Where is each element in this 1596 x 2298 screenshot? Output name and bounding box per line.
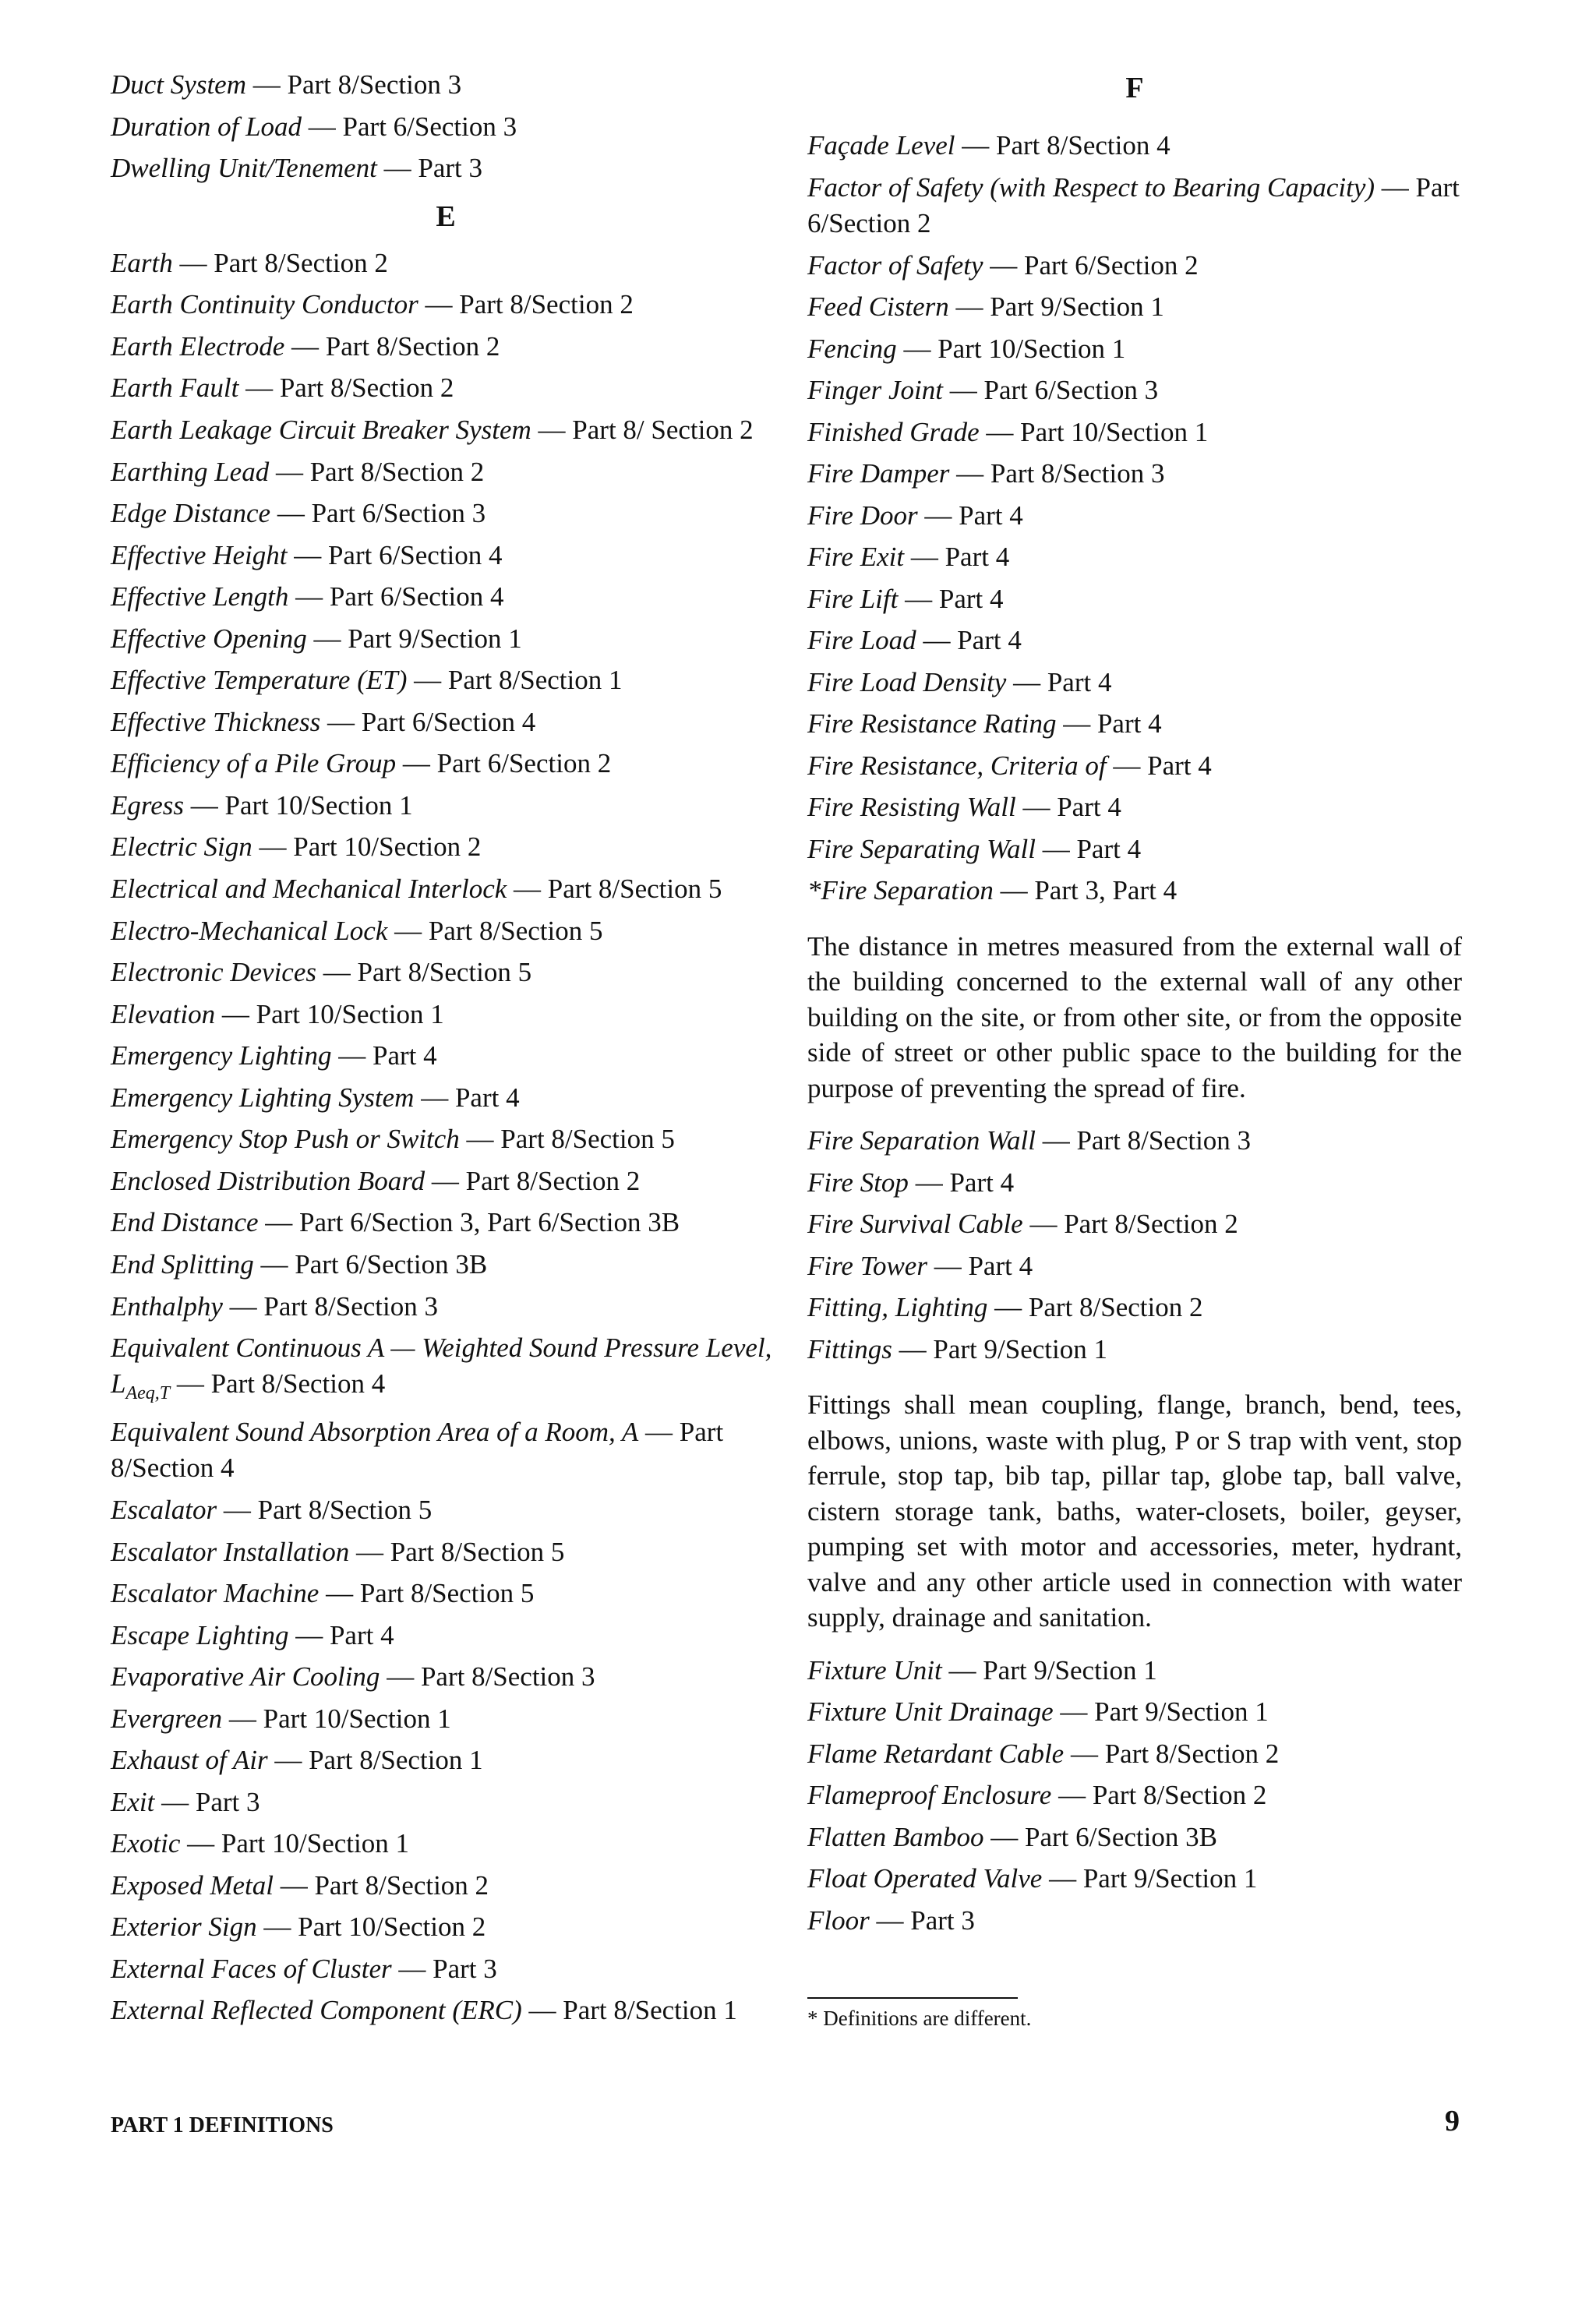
definition-fittings: Fittings shall mean coupling, flange, branch, bend, tees, elbows, unions, waste with plug, P or S trap with vent, stop ferrule, stop tap, bib tap, pillar tap, globe tap, ball valve, cistern storage tank, baths, water-closets, boiler, geyser, pumping set with motor and accessories, meter, hydrant, valve and any other article used in connection with water supply, drainage and sanitation. [807,1389,1462,1633]
entry-ref: Part 8/Section 2 [279,372,454,403]
entry-ref: Part 8/Section 2 [1104,1738,1280,1769]
entry-term: Exotic [111,1828,181,1859]
entry-term: Elevation [111,998,216,1029]
entry-term: Fire Stop [807,1167,909,1198]
entry-term: Exhaust of Air [111,1745,268,1775]
index-entry: Fire Stop — Part 4 [807,1167,1015,1198]
index-entry: Emergency Lighting — Part 4 [111,1040,437,1071]
entry-ref: Part 8/Section 5 [500,1124,675,1154]
entries-f2-group [807,1120,1462,1370]
entry-term: Fittings [807,1333,892,1364]
index-entry: Fixture Unit Drainage — Part 9/Section 1 [807,1696,1269,1727]
entry-term: Factor of Safety [807,249,983,281]
entries-e2-group [111,1414,781,2028]
entry-ref: Part 4 [968,1250,1033,1281]
entry-term: Fire Load Density [807,666,1007,697]
entry-term: Earth [111,247,173,278]
entry-ref: Part 8/Section 1 [447,665,623,695]
entry-ref: Part 6/Section 4 [329,581,504,612]
index-entry: End Splitting — Part 6/Section 3B [111,1249,488,1280]
entry-ref: Part 4 [1147,750,1212,781]
entry-ref: Part 9/Section 1 [983,1654,1157,1686]
index-entry: Elevation — Part 10/Section 1 [111,998,444,1029]
index-entry: Efficiency of a Pile Group — Part 6/Section 2 [111,748,612,778]
index-entry: Fire Load — Part 4 [807,625,1022,655]
entry-term: Electric Sign [111,831,252,862]
index-entry: Effective Length — Part 6/Section 4 [111,581,504,612]
entry-ref: Part 10/Section 1 [224,789,413,821]
entry-ref: Part 6/Section 4 [361,706,536,737]
entry-term: Fire Exit [807,542,905,572]
entry-term: Fire Tower [807,1250,927,1281]
index-entry: Equivalent Sound Absorption Area of a Room, A — Part 8/Section 4 [111,1417,724,1483]
entry-ref: Part 6/Section 3 [342,111,517,142]
entry-ref: Part 8/Section 5 [357,957,532,987]
index-entry: Effective Opening — Part 9/Section 1 [111,623,522,654]
entry-term: Fitting, Lighting [807,1292,988,1322]
index-entry: Electro-Mechanical Lock — Part 8/Section 5 [111,915,603,946]
index-entry: Exit — Part 3 [111,1786,260,1817]
entry-term: Fire Door [807,499,918,531]
entry-ref: Part 8/Section 4 [210,1368,386,1399]
index-entry: Fire Resistance Rating — Part 4 [807,708,1162,739]
entry-ref: Part 6/Section 3 [311,498,486,528]
entry-ref: Part 4 [329,1619,394,1650]
entry-ref: Part 8/Section 2 [1064,1209,1238,1239]
index-entry: Enclosed Distribution Board — Part 8/Section 2 [111,1165,641,1196]
entry-term: Earth Fault [111,372,239,403]
entry-ref: Part 6/Section 2 [807,171,1460,238]
entry-ref: Part 4 [945,542,1010,572]
entry-ref: Part 8/Section 2 [465,1165,641,1196]
entry-term: Earth Electrode [111,330,285,362]
index-entry: Fire Survival Cable — Part 8/Section 2 [807,1209,1238,1239]
index-entry: Exotic — Part 10/Section 1 [111,1828,409,1859]
entry-ref: Part 8/Section 2 [214,247,388,278]
entry-term: Emergency Stop Push or Switch [111,1124,460,1154]
footer-part-title: PART 1 DEFINITIONS [111,2113,334,2137]
index-entry: Earth — Part 8/Section 2 [111,247,388,278]
index-entry: Finger Joint — Part 6/Section 3 [807,375,1159,405]
entry-term: Exit [111,1786,155,1817]
entry-ref: Part 8/Section 2 [325,330,500,362]
index-entry: Effective Height — Part 6/Section 4 [111,539,503,570]
entry-ref: Part 8/Section 5 [428,915,603,946]
entry-term: Enclosed Distribution Board [111,1165,425,1196]
entry-ref: Part 4 [454,1082,520,1113]
entry-term: Duct System [111,69,246,100]
entry-ref: Part 10/Section 1 [256,998,444,1029]
index-entry: Fire Lift — Part 4 [807,583,1004,614]
index-entry: End Distance — Part 6/Section 3, Part 6/Section 3B [111,1207,680,1237]
index-entry: Flameproof Enclosure — Part 8/Section 2 [807,1780,1267,1810]
entry-ref: Part 8/Section 4 [111,1417,724,1483]
entry-term: Façade Level [807,130,955,161]
index-entry: External Reflected Component (ERC) — Part 8/Section 1 [111,1995,737,2025]
index-entry: Exposed Metal — Part 8/Section 2 [111,1869,489,1901]
index-entry: Fire Resistance, Criteria of — Part 4 [807,750,1212,781]
index-entry: Flame Retardant Cable — Part 8/Section 2 [807,1738,1280,1769]
entry-term: Fire Resistance, Criteria of [807,750,1107,781]
index-entry: Escalator Machine — Part 8/Section 5 [111,1578,535,1608]
index-entry: Flatten Bamboo — Part 6/Section 3B [807,1821,1217,1852]
index-entry: Exhaust of Air — Part 8/Section 1 [111,1745,483,1775]
index-entry: Fencing — Part 10/Section 1 [807,333,1126,364]
entry-term: Feed Cistern [807,291,949,322]
footer-page-number: 9 [1445,2105,1460,2137]
index-entry: Earth Continuity Conductor — Part 8/Section 2 [111,289,634,319]
entry-ref: Part 8/ Section 2 [572,414,754,445]
entry-ref: Part 9/Section 1 [1094,1696,1269,1727]
entry-term: Exposed Metal [111,1869,274,1901]
entry-ref: Part 6/Section 4 [327,539,503,570]
index-entry: Fire Door — Part 4 [807,499,1023,531]
entry-term: External Faces of Cluster [111,1953,392,1984]
index-entry: Float Operated Valve — Part 9/Section 1 [807,1863,1258,1894]
entry-ref: Part 8/Section 4 [996,130,1171,161]
entry-term: Electronic Devices [111,957,316,987]
entry-ref: Part 10/Section 1 [263,1703,451,1734]
index-entry: Escalator — Part 8/Section 5 [111,1495,433,1525]
entry-ref: Part 8/Section 3 [263,1290,438,1322]
index-entry: Dwelling Unit/Tenement — Part 3 [111,153,483,183]
entry-ref: Part 8/Section 2 [1028,1292,1203,1322]
entry-term: Effective Thickness [111,706,321,737]
index-entry: Fire Load Density — Part 4 [807,666,1112,697]
index-entry: Exterior Sign — Part 10/Section 2 [111,1911,486,1942]
entry-ref: Part 4 [1047,666,1112,697]
entry-ref: Part 8/Section 3 [990,458,1165,489]
entry-term: Escalator Installation [111,1536,350,1567]
entry-term: Effective Length [111,581,289,612]
index-entry: Escalator Installation — Part 8/Section 5 [111,1536,565,1567]
index-entry: Factor of Safety (with Respect to Bearing Capacity) — Part 6/Section 2 [807,171,1460,238]
index-entry: External Faces of Cluster — Part 3 [111,1953,497,1984]
index-entry: Feed Cistern — Part 9/Section 1 [807,291,1164,322]
index-entry: Emergency Stop Push or Switch — Part 8/Section 5 [111,1124,675,1154]
entry-term: Fixture Unit [807,1654,942,1686]
index-entry-equivalent-continuous: Equivalent Continuous A — Weighted Sound Pressure Level, $L_{Aeq,T}$ — Part 8/Section 4 [111,1333,772,1403]
entry-ref: Part 6/Section 3 [983,375,1159,405]
entry-term: Egress [111,789,184,821]
index-entry: Emergency Lighting System — Part 4 [111,1082,520,1113]
entry-ref: Part 8/Section 5 [359,1578,535,1608]
entry-term: Earth Leakage Circuit Breaker System [111,414,531,445]
entry-term: Effective Temperature (ET) [111,665,408,695]
entry-ref: Part 3 [418,153,483,183]
entry-term: Fire Load [807,625,916,655]
entry-ref: Part 3 [195,1786,260,1817]
entry-ref: Part 10/Section 1 [221,1828,409,1859]
index-entry: Fixture Unit — Part 9/Section 1 [807,1654,1157,1686]
index-entry: Fire Tower — Part 4 [807,1250,1033,1281]
entry-term: Earth Continuity Conductor [111,289,418,319]
index-entry: Enthalphy — Part 8/Section 3 [111,1290,438,1322]
entry-ref: Part 8/Section 3 [1076,1125,1252,1156]
entry-ref: Part 8/Section 1 [309,1745,483,1775]
entry-ref: Part 10/Section 1 [937,333,1126,364]
right-column [807,64,1462,2031]
entry-term: Finished Grade [807,416,980,447]
index-entry: Floor — Part 3 [807,1904,975,1936]
entry-ref: Part 8/Section 3 [420,1661,595,1692]
index-entry: Electrical and Mechanical Interlock — Part 8/Section 5 [111,873,722,904]
entries-e-group [111,242,781,1328]
index-entry: Fire Separating Wall — Part 4 [807,833,1142,864]
entry-ref: Part 10/Section 2 [293,831,482,862]
entry-term: Duration of Load [111,111,302,142]
index-entry: *Fire Separation — Part 3, Part 4 [807,875,1178,905]
entry-term: Factor of Safety (with Respect to Bearing Capacity) [807,171,1375,203]
entry-term: Fire Damper [807,458,950,489]
entry-term: Evergreen [111,1703,223,1734]
entry-term: Electrical and Mechanical Interlock [111,873,507,904]
entry-ref: Part 8/Section 5 [257,1495,433,1525]
index-entry: Escape Lighting — Part 4 [111,1619,394,1650]
entry-term: Fire Separation Wall [807,1125,1036,1156]
entry-term: External Reflected Component (ERC) [111,1995,522,2025]
index-entry: Factor of Safety — Part 6/Section 2 [807,249,1199,281]
entry-ref: Part 8/Section 5 [390,1536,565,1567]
entry-term: Effective Height [111,539,288,570]
index-entry: Edge Distance — Part 6/Section 3 [111,498,486,528]
entry-ref: Part 6/Section 2 [1024,249,1199,281]
index-entry: Earthing Lead — Part 8/Section 2 [111,456,485,487]
entry-ref: Part 6/Section 2 [436,748,612,778]
entry-ref: Part 9/Section 1 [990,291,1164,322]
index-entry: Façade Level — Part 8/Section 4 [807,130,1171,161]
entry-ref: Part 8/Section 2 [309,456,485,487]
entry-term: *Fire Separation [807,875,994,905]
entry-term: Flame Retardant Cable [807,1738,1065,1769]
entry-term: Fencing [807,333,897,364]
index-entry: Earth Electrode — Part 8/Section 2 [111,330,500,362]
entry-ref: Part 9/Section 1 [933,1333,1107,1364]
section-letter-e: E [436,199,456,233]
entry-term: Escalator Machine [111,1578,320,1608]
entry-ref: Part 6/Section 3B [1025,1821,1217,1852]
index-entry: Effective Thickness — Part 6/Section 4 [111,706,536,737]
entry-term: Efficiency of a Pile Group [111,748,397,778]
entry-ref: Part 3 [433,1953,497,1984]
entry-term: Fire Resisting Wall [807,792,1016,822]
entry-term: Exterior Sign [111,1911,257,1942]
entry-term: Fire Survival Cable [807,1209,1023,1239]
entry-term: Escalator [111,1495,217,1525]
entry-term: Earthing Lead [111,456,270,487]
entry-term: Floor [807,1904,870,1936]
index-entry: Effective Temperature (ET) — Part 8/Section 1 [111,665,623,695]
entry-term: Float Operated Valve [807,1863,1043,1894]
index-entry: Finished Grade — Part 10/Section 1 [807,416,1209,447]
entry-ref: Part 6/Section 3B [295,1249,488,1280]
definition-fire-separation: The distance in metres measured from the external wall of the building concerned to the external wall of any other building on the site, or from other site, or from the opposite side of street or other public space to the building for the purpose of preventing the spread of fire. [807,930,1462,1103]
index-entry: Evaporative Air Cooling — Part 8/Section 3 [111,1661,595,1692]
index-entry: Fire Separation Wall — Part 8/Section 3 [807,1125,1252,1156]
index-entry: Fire Exit — Part 4 [807,542,1010,572]
entry-ref: Part 4 [1096,708,1162,739]
entry-term: End Splitting [111,1249,254,1280]
entry-term: Flatten Bamboo [807,1821,984,1852]
entry-term: Electro-Mechanical Lock [111,915,388,946]
index-entry: Duct System — Part 8/Section 3 [111,69,462,100]
entry-term: Emergency Lighting [111,1040,332,1071]
index-entry: Fire Resisting Wall — Part 4 [807,792,1121,822]
entry-ref: Part 10/Section 1 [1020,416,1209,447]
entry-ref: Part 8/Section 5 [547,873,722,904]
section-letter-f: F [1125,72,1144,104]
entry-term: Fire Lift [807,583,899,614]
entry-term: Fixture Unit Drainage [807,1696,1054,1727]
index-entry: Electronic Devices — Part 8/Section 5 [111,957,532,987]
entry-ref: Part 6/Section 3, Part 6/Section 3B [299,1207,680,1237]
index-entry: Duration of Load — Part 6/Section 3 [111,111,517,142]
entry-ref: Part 4 [949,1167,1015,1198]
entry-term: Finger Joint [807,375,943,405]
entry-term: Flameproof Enclosure [807,1780,1052,1810]
index-entry: Electric Sign — Part 10/Section 2 [111,831,482,862]
entry-ref: Part 4 [938,583,1004,614]
entry-ref: Part 4 [957,625,1022,655]
index-entry: Fitting, Lighting — Part 8/Section 2 [807,1292,1203,1322]
entry-term: Evaporative Air Cooling [111,1661,380,1692]
index-entry: Earth Fault — Part 8/Section 2 [111,372,454,403]
entry-ref: Part 10/Section 2 [298,1911,486,1942]
entry-ref: Part 8/Section 2 [314,1869,489,1901]
entry-subscript: Aeq,T [125,1383,171,1403]
entry-term: End Distance [111,1207,259,1237]
left-column [111,64,781,2031]
index-entry: Evergreen — Part 10/Section 1 [111,1703,451,1734]
entry-ref: Part 8/Section 2 [459,289,634,319]
footnote: * Definitions are different. [807,2007,1032,2030]
entry-term: Dwelling Unit/Tenement [111,153,377,183]
footnote-divider [807,1997,1018,1999]
index-entry: Fire Damper — Part 8/Section 3 [807,458,1165,489]
index-entry: Egress — Part 10/Section 1 [111,789,413,821]
entry-term: Emergency Lighting System [111,1082,415,1113]
entry-ref: Part 3 [910,1904,975,1936]
entry-term: Escape Lighting [111,1619,289,1650]
index-entry: Fittings — Part 9/Section 1 [807,1333,1107,1364]
entry-ref: Part 9/Section 1 [1082,1863,1258,1894]
entry-term: Equivalent Sound Absorption Area of a Room, A [111,1417,639,1447]
entry-ref: Part 4 [1076,833,1142,864]
entry-term: Fire Resistance Rating [807,708,1057,739]
entry-ref: Part 4 [373,1040,437,1071]
entry-ref: Part 8/Section 2 [1092,1780,1267,1810]
entry-ref: Part 8/Section 1 [563,1995,737,2025]
entry-term: Effective Opening [111,623,307,654]
index-entry: Earth Leakage Circuit Breaker System — Part 8/ Section 2 [111,414,754,445]
entry-term: Edge Distance [111,498,271,528]
entry-ref: Part 8/Section 3 [287,69,462,100]
entry-ref: Part 4 [959,499,1023,531]
entry-term: Equivalent Continuous A — Weighted Sound Pressure Level, L [111,1333,772,1399]
entry-ref: Part 4 [1057,792,1121,822]
entry-term: Enthalphy [111,1290,223,1322]
entry-ref: Part 3, Part 4 [1034,875,1178,905]
entries-f3-group [807,1650,1462,1942]
entry-term: Fire Separating Wall [807,833,1036,864]
entry-ref: Part 9/Section 1 [348,623,522,654]
entries-d-group [111,64,781,189]
entries-f1-group [807,125,1462,912]
